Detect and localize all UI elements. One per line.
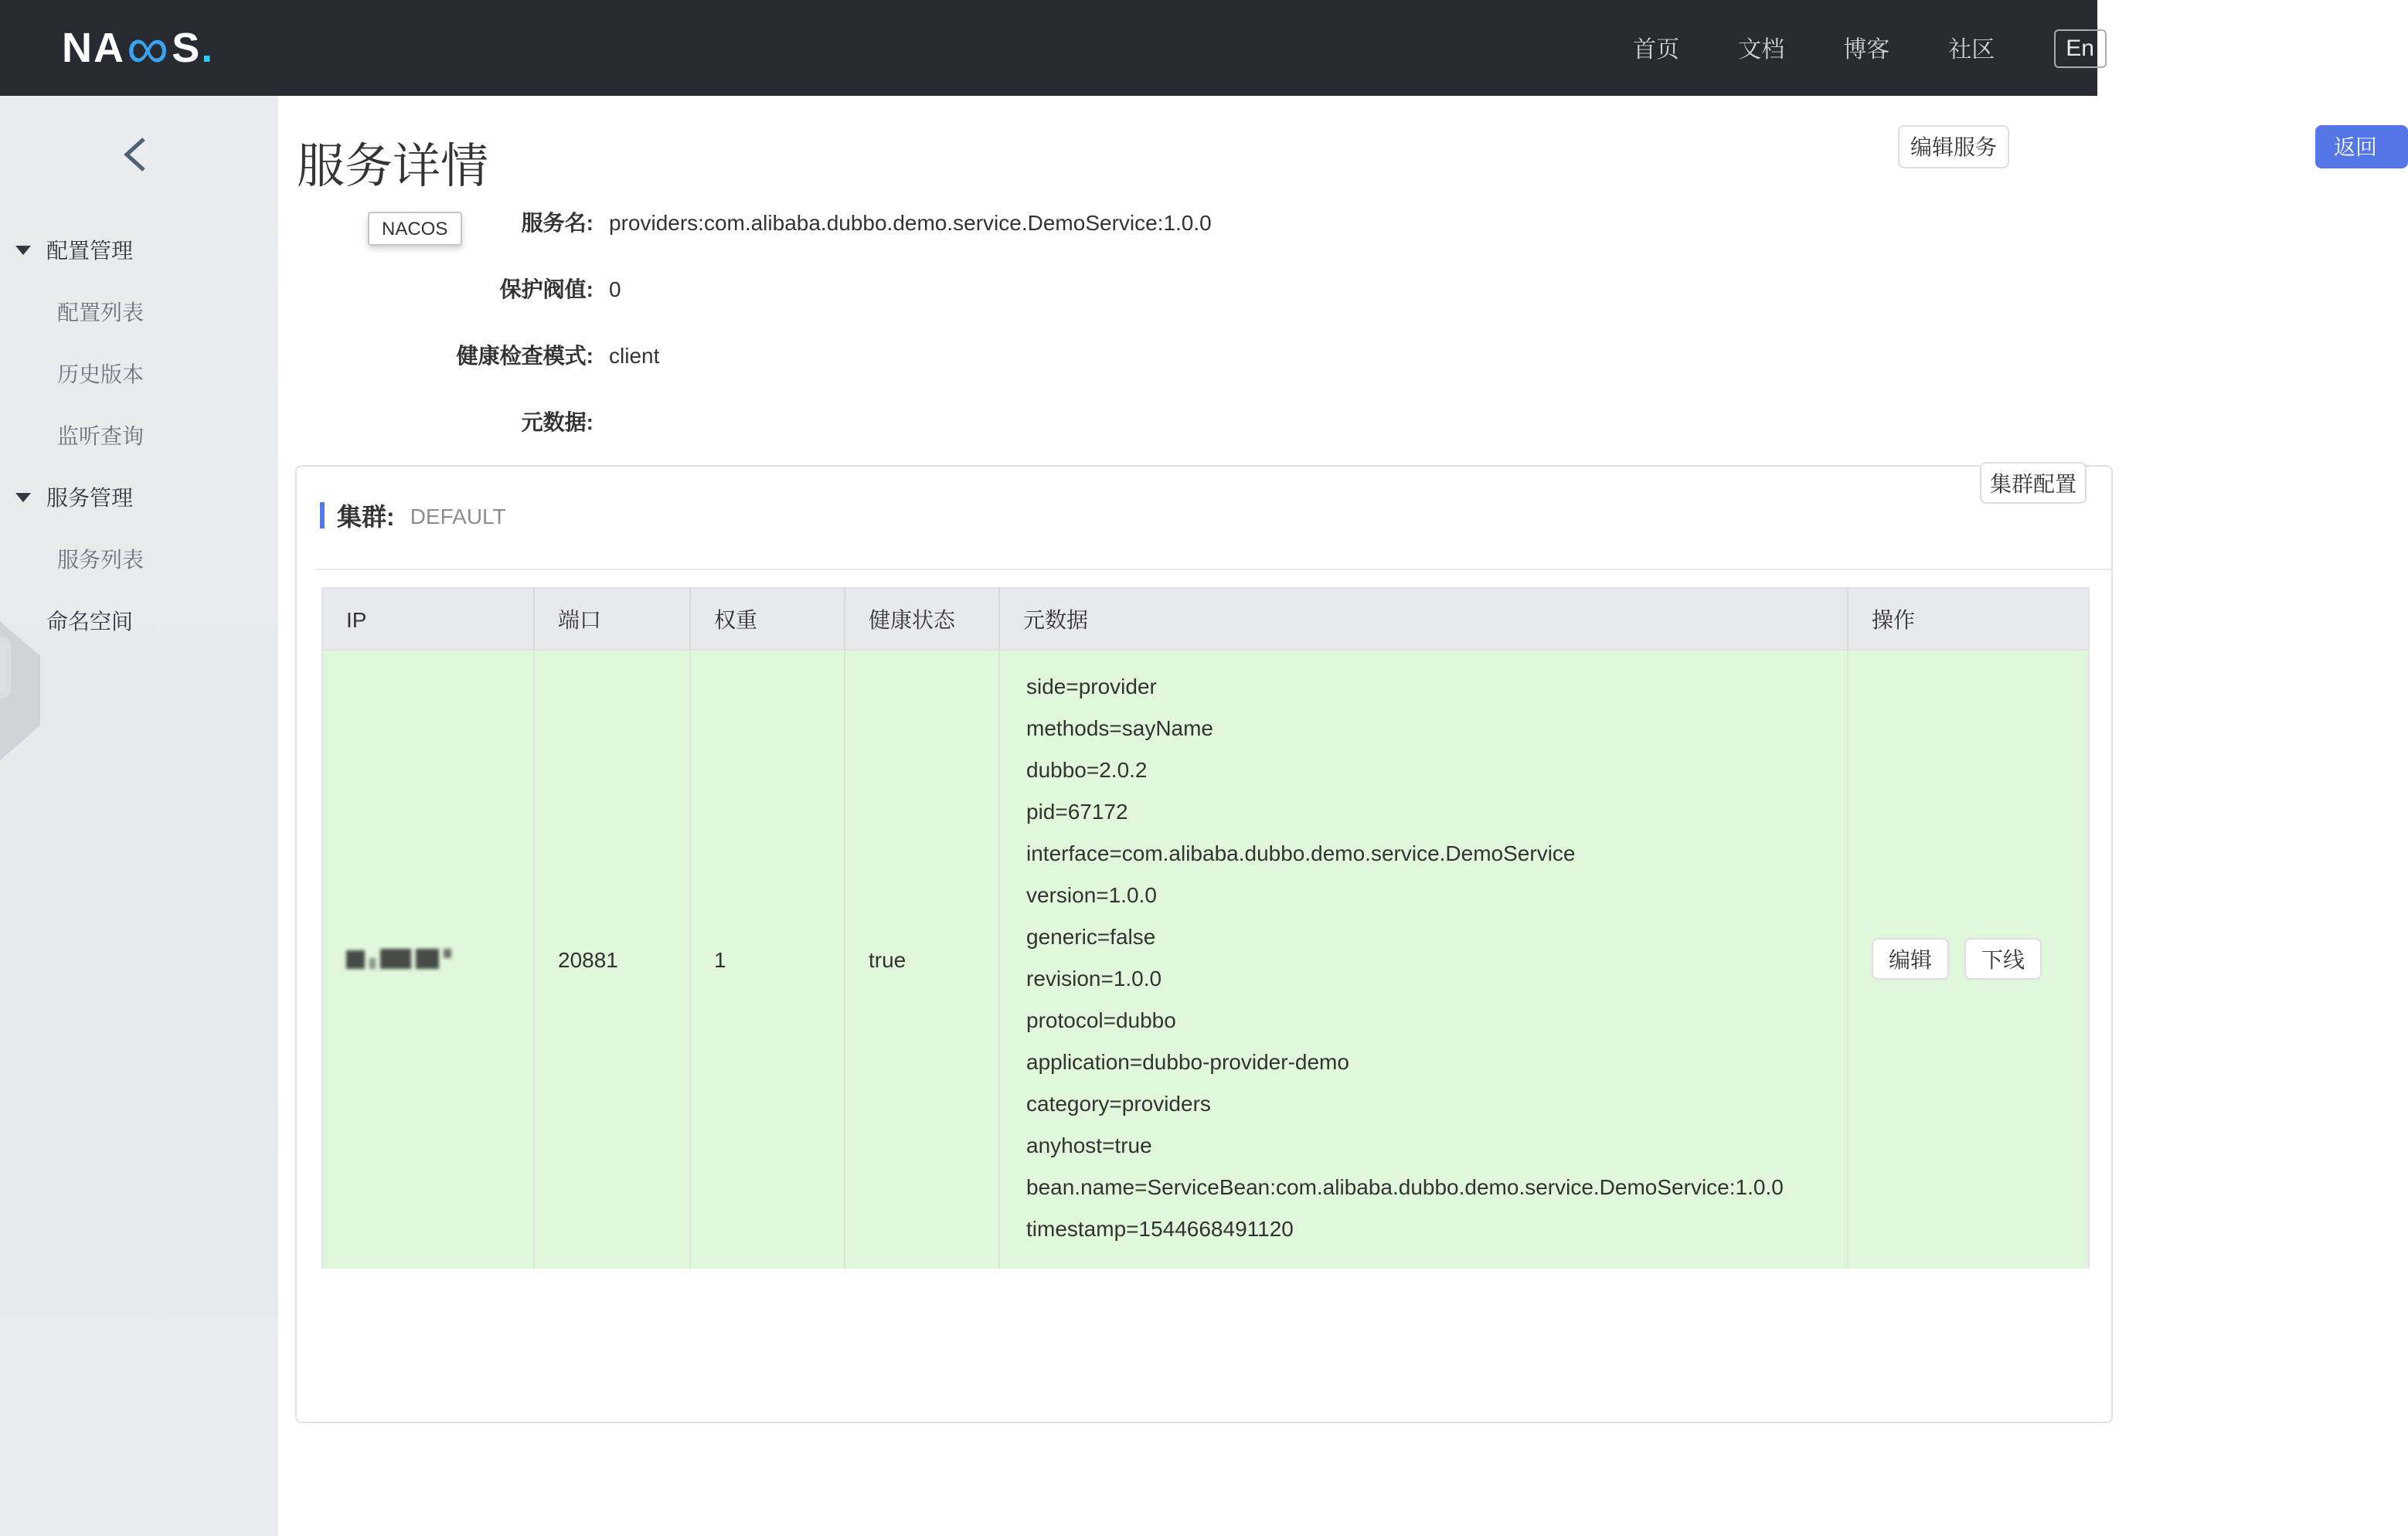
cluster-panel [295,465,2113,1423]
protect-threshold-label: 保护阀值: [499,277,593,301]
column-header-ip: IP [322,588,534,650]
sidebar-item-service-list[interactable]: 服务列表 [57,547,144,572]
instance-row [322,650,2089,1268]
instance-table [321,587,2090,1268]
cluster-title [320,498,2111,533]
nacos-logo[interactable]: NA ∞ S . [62,17,215,82]
edit-service-button[interactable]: 编辑服务 [1898,125,2009,168]
sidebar-item-namespace[interactable]: 命名空间 [46,609,133,634]
metadata-label: 元数据: [521,409,593,434]
cell-ip [322,650,534,1268]
health-check-mode-value: client [609,343,660,368]
nav-item-blog[interactable]: 博客 [1843,36,1890,63]
service-name-value: providers:com.alibaba.dubbo.demo.service.DemoService:1.0.0 [609,210,1212,235]
metadata-line: pid=67172 [1026,799,1128,824]
metadata-line: anyhost=true [1026,1133,1152,1157]
edit-instance-button[interactable]: 编辑 [1872,939,1949,980]
health-check-mode-label: 健康检查模式: [456,343,593,368]
cell-weight: 1 [690,650,845,1268]
logo-dot: . [201,24,215,70]
offline-instance-button[interactable]: 下线 [1964,939,2042,980]
language-toggle[interactable]: En [2053,29,2107,67]
metadata-line: application=dubbo-provider-demo [1026,1049,1349,1074]
sidebar-group-label: 服务管理 [46,485,133,510]
metadata-line: dubbo=2.0.2 [1026,757,1148,782]
caret-down-icon [15,493,31,502]
table-header-row [322,588,2089,650]
sidebar-item-listener-query[interactable]: 监听查询 [57,423,144,448]
caret-down-icon [15,246,31,255]
nacos-tooltip-badge: NACOS [368,212,461,246]
metadata-line: category=providers [1026,1091,1211,1116]
cluster-config-button[interactable]: 集群配置 [1980,462,2087,504]
detail-row-protect-threshold [278,277,2097,301]
logo-text-suffix: S [172,24,202,70]
column-header-weight: 权重 [690,588,845,650]
cell-actions [1848,650,2089,1268]
metadata-line: bean.name=ServiceBean:com.alibaba.dubbo.demo.service.DemoService:1.0.0 [1026,1174,1784,1199]
metadata-line: protocol=dubbo [1026,1008,1176,1032]
metadata-line: revision=1.0.0 [1026,966,1162,991]
divider [315,569,2111,570]
main-content [278,96,2377,1241]
column-header-port: 端口 [534,588,690,650]
page-title: 服务详情 [297,139,488,193]
protect-threshold-value: 0 [609,277,621,301]
logo-text-prefix: NA [62,24,125,70]
sidebar-group-label: 配置管理 [46,238,133,263]
cluster-header [297,467,2111,569]
metadata-line: generic=false [1026,924,1156,949]
cluster-name: DEFAULT [410,503,506,528]
redacted-ip [346,950,533,970]
chevron-left-icon [114,133,158,176]
sidebar-group-service-management[interactable] [0,467,278,528]
metadata-line: methods=sayName [1026,715,1214,740]
detail-row-health-check-mode [278,343,2097,368]
nav-item-docs[interactable]: 文档 [1738,36,1785,63]
sidebar-menu [0,219,278,652]
cell-metadata [999,650,1848,1268]
nav-item-home[interactable]: 首页 [1633,36,1680,63]
metadata-line: side=provider [1026,674,1157,698]
metadata-line: timestamp=1544668491120 [1026,1216,1294,1241]
row-actions [1872,939,2088,980]
navbar-menu [1633,0,2107,96]
column-header-metadata: 元数据 [999,588,1848,650]
column-header-health: 健康状态 [845,588,999,650]
column-header-actions: 操作 [1848,588,2089,650]
cell-port: 20881 [534,650,690,1268]
sidebar-group-config-management[interactable] [0,219,278,281]
cluster-label: 集群: [337,505,395,532]
service-details-form [278,210,2097,476]
nav-item-community[interactable]: 社区 [1948,36,1995,63]
metadata-line: version=1.0.0 [1026,882,1157,907]
accent-bar [320,502,325,528]
top-navbar [0,0,2097,96]
sidebar [0,96,278,1536]
metadata-line: interface=com.alibaba.dubbo.demo.service.DemoService [1026,841,1576,865]
service-name-label: 服务名: [521,210,593,235]
detail-row-metadata [278,409,2097,434]
cell-healthy: true [845,650,999,1268]
sidebar-collapse-button[interactable] [114,133,158,176]
sidebar-item-history-versions[interactable]: 历史版本 [57,362,144,386]
back-button[interactable]: 返回 [2315,125,2408,168]
detail-row-service-name [278,210,2097,235]
sidebar-item-config-list[interactable]: 配置列表 [57,300,144,325]
